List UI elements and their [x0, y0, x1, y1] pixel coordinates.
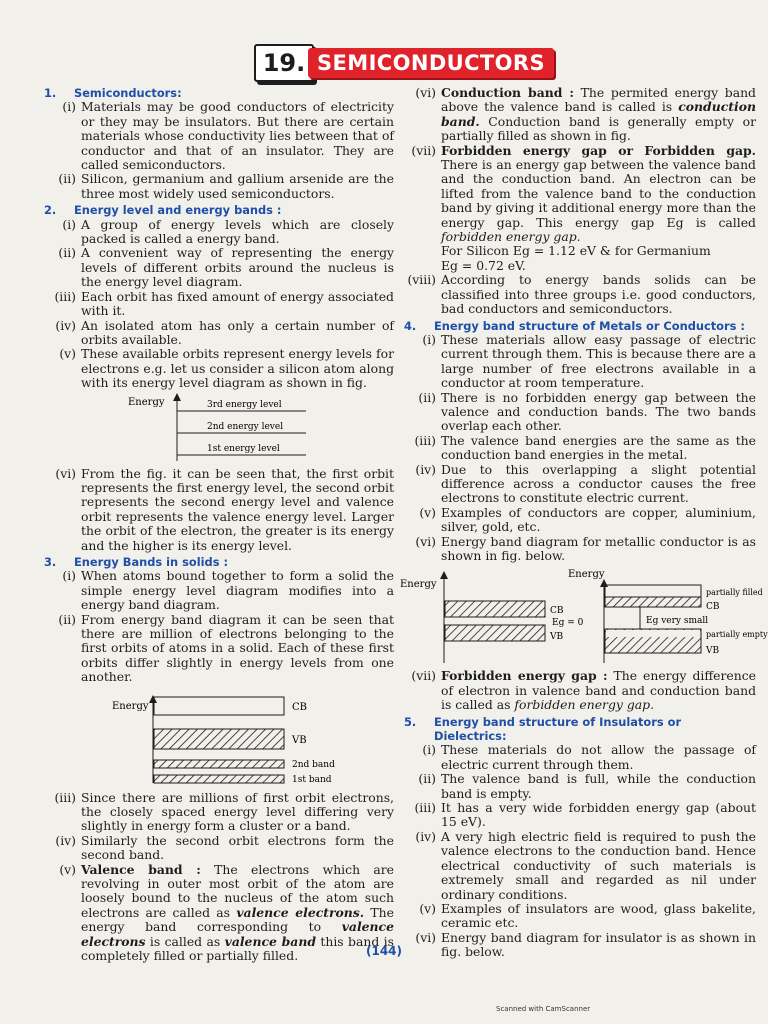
- energy-axis-label: Energy: [128, 396, 165, 408]
- list-item-conduction-band: (vi) Conduction band : The permited energy band above the valence band is called is conduction band. Conduction band is generally empty or partially filled as shown in fig.: [415, 85, 756, 144]
- section-2-heading: 2. Energy level and energy bands :: [44, 203, 282, 218]
- valence-band: [445, 625, 545, 641]
- energy-axis-label: Energy: [400, 579, 437, 591]
- list-item: (viii) According to energy bands solids can be classified into three groups i.e. good conductors, bad conductors and semiconductors.: [407, 272, 756, 317]
- valence-band: [154, 729, 284, 749]
- chapter-heading: SEMICONDUCTORS: [308, 48, 554, 78]
- list-item: (i) These materials do not allow the passage of electric current through them.: [422, 742, 756, 772]
- list-item: (ii) The valence band is full, while the conduction band is empty.: [418, 771, 756, 801]
- chapter-title: [254, 44, 556, 80]
- list-item: (ii) Silicon, germanium and gallium arsenide are the three most widely used semiconductors.: [58, 171, 394, 201]
- list-item: (iii) It has a very wide forbidden energy gap (about 15 eV).: [414, 800, 756, 830]
- conduction-band-filled: [605, 597, 701, 607]
- conduction-band: [154, 697, 284, 715]
- partially-empty-label: partially empty: [706, 630, 768, 640]
- cb-label: CB: [292, 701, 307, 713]
- list-item: (i) When atoms bound together to form a solid the simple energy level diagram modifies into a energy band diagram.: [62, 568, 394, 613]
- list-item: (v) Examples of insulators are wood, glass bakelite, ceramic etc.: [419, 900, 756, 931]
- cb-label: CB: [706, 602, 720, 613]
- left-column: [44, 86, 394, 964]
- conduction-band: [445, 601, 545, 617]
- section-3-heading: 3. Energy Bands in solids :: [44, 554, 229, 569]
- valence-band-empty: [606, 630, 700, 637]
- vb-label: VB: [550, 632, 564, 643]
- first-band-label: 1st band: [292, 774, 332, 785]
- gap-label: Eg = 0: [552, 618, 584, 629]
- scan-watermark: Scanned with CamScanner: [496, 1005, 591, 1013]
- solid-energy-band-diagram: [44, 687, 394, 787]
- right-column: [400, 85, 768, 960]
- energy-axis-label: Energy: [568, 569, 605, 581]
- list-item: (vi) Energy band diagram for metallic conductor is as shown in fig. below.: [415, 533, 756, 563]
- list-item: (iv) A very high electric field is required to push the valence electrons to the conduction band. Hence electrical conductivity of such materials is extremely small and regarded as nil under ordinary conditions.: [415, 828, 756, 902]
- list-item-forbidden-gap: (vii) Forbidden energy gap : The energy difference of electron in valence band and conduction band is called as forbidden energy gap.: [411, 668, 756, 713]
- list-item: (iv) An isolated atom has only a certain number of orbits available.: [55, 317, 394, 347]
- list-item: (iv) Similarly the second orbit electrons form the second band.: [55, 832, 394, 863]
- cb-label: CB: [550, 606, 564, 617]
- second-band-label: 2nd band: [292, 759, 335, 770]
- list-item: (vi) Energy band diagram for insulator is as shown in fig. below.: [415, 929, 756, 960]
- arrow-icon: [440, 571, 448, 579]
- list-item: (v) These available orbits represent energy levels for electrons e.g. let us consider a silicon atom along with its energy level diagram as shown in fig.: [59, 346, 394, 391]
- list-item: (i) Materials may be good conductors of electricity or they may be insulators. But there are certain materials whose conductivity lies between that of conductor and that of an insulator. They are called semiconductors.: [62, 99, 394, 173]
- list-item: (v) Examples of conductors are copper, aluminium, silver, gold, etc.: [419, 504, 756, 535]
- list-item: (iii) The valence band energies are the same as the conduction band energies in the metal.: [414, 432, 756, 463]
- second-band: [154, 760, 284, 768]
- list-item: (iii) Since there are millions of first orbit electrons, the closely spaced energy level differing very slightly in energy form a cluster or a band.: [54, 789, 394, 834]
- list-item: (ii) A convenient way of representing the energy levels of different orbits around the nucleus is the energy level diagram.: [58, 245, 394, 290]
- partially-filled-label: partially filled: [706, 588, 763, 598]
- first-band: [154, 775, 284, 783]
- section-5-heading: 5. Energy band structure of Insulators or Dielectrics:: [404, 714, 682, 744]
- list-item: (iv) Due to this overlapping a slight potential difference across a conductor causes the free electrons to constitute electric current.: [415, 461, 756, 506]
- energy-level-diagram: [44, 393, 394, 463]
- list-item-forbidden-gap: (vii) Forbidden energy gap or Forbidden gap. There is an energy gap between the valence band and the conduction band. An electron can be lifted from the valence band to the conduction band by giving it additional energy more than the energy gap. This energy gap Eg is called forbidden energy gap. For Silicon Eg = 1.12 eV & for Germanium Eg = 0.72 eV.: [411, 142, 756, 273]
- list-item: (i) These materials allow easy passage of electric current through them. This is because there are a large number of free electrons available in a conductor at room temperature.: [422, 331, 756, 391]
- list-item: (iii) Each orbit has fixed amount of energy associated with it.: [54, 288, 394, 319]
- page-number: (144): [366, 944, 403, 958]
- list-item: (ii) From energy band diagram it can be seen that there are million of electrons belonging to the first orbits of atoms in a solid. Each of these first orbits differ slightly in energy levels from one another.: [58, 611, 394, 685]
- vb-label: VB: [292, 734, 307, 746]
- list-item: (i) A group of energy levels which are closely packed is called a energy band.: [62, 216, 394, 247]
- section-1-heading: 1. Semiconductors:: [44, 86, 182, 100]
- gap-label: Eg very small: [646, 616, 709, 627]
- arrow-icon: [149, 695, 157, 703]
- list-item: (ii) There is no forbidden energy gap between the valence and conduction bands. The two bands overlap each other.: [418, 389, 756, 434]
- section-4-heading: 4. Energy band structure of Metals or Conductors :: [404, 318, 745, 333]
- level-2-label: 2nd energy level: [207, 421, 284, 432]
- vb-label: VB: [706, 646, 720, 657]
- level-3-label: 3rd energy level: [207, 399, 282, 410]
- metal-energy-band-diagrams: [400, 565, 768, 665]
- list-item-valence-band: (v) Valence band : The electrons which are revolving in outer most orbit of the atom are loosely bound to the nucleus of the atom such electrons are called as valence electrons. The energy band corresponding to valence electrons is called as valence band this band is completely filled or partially filled.: [59, 861, 394, 964]
- arrow-icon: [173, 393, 181, 401]
- level-1-label: 1st energy level: [207, 443, 280, 454]
- energy-axis-label: Energy: [112, 700, 149, 712]
- arrow-icon: [600, 579, 608, 587]
- list-item: (vi) From the fig. it can be seen that, the first orbit represents the first energy level, the second orbit represents the second energy level and valence orbit represents the valence energy level. Larger the orbit of the electron, the greater is its energy and the higher is its energy level.: [55, 465, 394, 553]
- chapter-number: 19.: [254, 44, 314, 82]
